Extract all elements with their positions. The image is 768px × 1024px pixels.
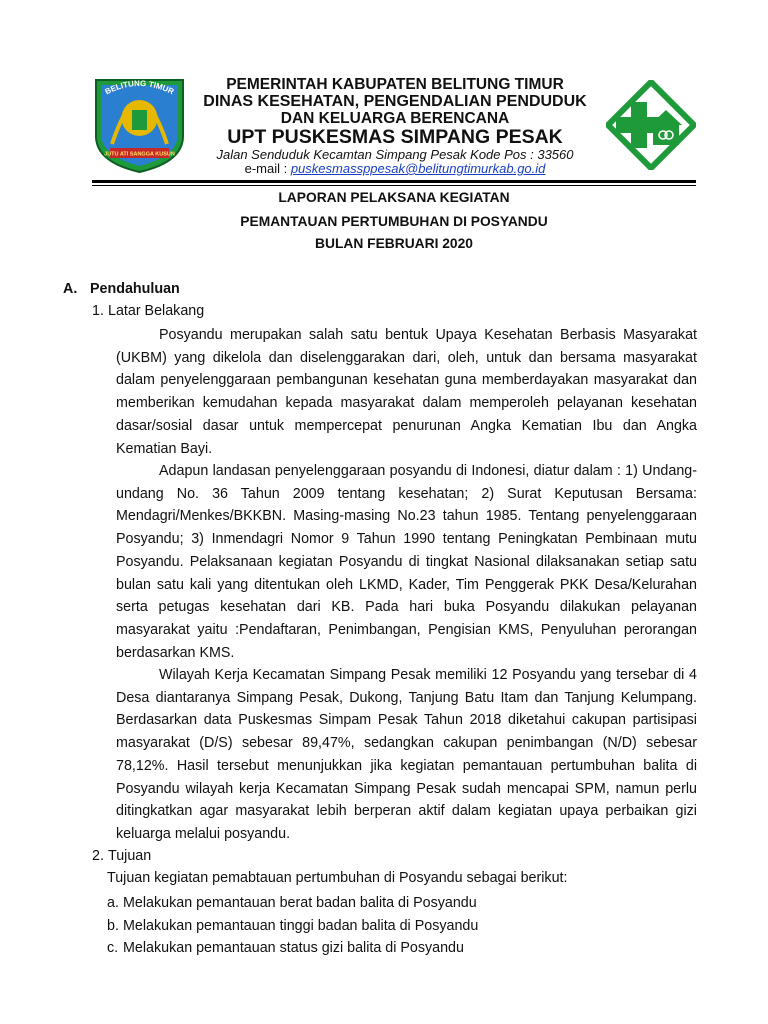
- paragraph-text: Wilayah Kerja Kecamatan Simpang Pesak memiliki 12 Posyandu yang tersebar di 4 Desa diantaranya Simpang Pesak, Dukong, Tanjung Batu Itam dan Tanjung Kelumpang. Berdasarkan data Puskesmas Simpam Pesak Tahun 2018 diketahui cakupan partisipasi masyarakat (D/S) sebesar 89,47%, sedangkan cakupan penimbangan (N/D) sebesar 78,12%. Hasil tersebut menunjukkan jika kegiatan pemantauan pertumbuhan balita di Posyandu wilayah kerja Kecamatan Simpang Pesak sudah mencapai SPM, namun perlu ditingkatkan agar masyarakat lebih berperan aktif dalam kegiatan upaya perbaikan gizi keluarga melalui posyandu.: [116, 667, 697, 842]
- puskesmas-logo: [606, 80, 696, 170]
- office-name-line1: DINAS KESEHATAN, PENGENDALIAN PENDUDUK: [203, 93, 587, 110]
- email-link[interactable]: puskesmassppesak@belitungtimurkab.go.id: [290, 161, 546, 176]
- emblem-motto: JUTU ATI SANGGA KUSUN: [104, 151, 175, 158]
- subsection-title: Latar Belakang: [108, 303, 205, 319]
- clinic-name: UPT PUSKESMAS SIMPANG PESAK: [227, 126, 563, 148]
- list-item-text: Melakukan pemantauan tinggi badan balita di Posyandu: [123, 917, 479, 934]
- address: Jalan Senduduk Kecamtan Simpang Pesak Kode Pos : 33560: [216, 147, 574, 162]
- section-letter: A.: [63, 281, 78, 297]
- subsection-title: Tujuan: [108, 848, 152, 864]
- paragraph: [116, 460, 697, 664]
- objectives-intro: Tujuan kegiatan pemabtauan pertumbuhan di Posyandu sebagai berikut:: [107, 870, 568, 886]
- government-name: PEMERINTAH KABUPATEN BELITUNG TIMUR: [226, 76, 564, 93]
- list-item-text: Melakukan pemantauan berat badan balita di Posyandu: [123, 895, 477, 911]
- section-title: Pendahuluan: [90, 281, 180, 297]
- regency-emblem-logo: [92, 74, 187, 174]
- paragraph-text: Adapun landasan penyelenggaraan posyandu di Indonesi, diatur dalam : 1) Undang-undang No. 36 Tahun 2009 tentang kesehatan; 2) Surat Keputusan Bersama: Mendagri/Menkes/BKKBN. Masing-masing No.23 tahun 1985. Tentang penyelenggaraan Posyandu; 3) Inmendagri Nomor 9 Tahun 1990 tentang Peningkatan Pembinaan mutu Posyandu. Pelaksanaan kegiatan Posyandu di tingkat Nasional dilaksanakan setiap satu bulan satu kali yang ditentukan oleh LKMD, Kader, Tim Penggerak PKK Desa/Kelurahan serta petugas kesehatan dari KB. Pada hari buka Posyandu dilakukan pelayanan masyarakat yaitu :Pendaftaran, Penimbangan, Pengisian KMS, Penyuluhan perorangan berdasarkan KMS.: [116, 463, 697, 661]
- email-line: [190, 161, 600, 176]
- subsection-number: 2.: [92, 848, 104, 864]
- emblem-top-text: BELITUNG TIMUR: [103, 78, 176, 97]
- letterhead-rule-thin: [92, 185, 696, 186]
- list-marker: b.: [107, 917, 119, 934]
- list-item: [107, 937, 478, 960]
- letterhead-rule-thick: [92, 180, 696, 183]
- list-item: [107, 915, 478, 938]
- subsection-number: 1.: [92, 303, 104, 319]
- office-name-line2: DAN KELUARGA BERENCANA: [280, 110, 510, 127]
- paragraph: [116, 324, 697, 460]
- report-title-line3: BULAN FEBRUARI 2020: [315, 236, 473, 251]
- list-marker: c.: [107, 940, 119, 957]
- section-heading: [63, 281, 180, 297]
- objectives-list: [107, 892, 478, 960]
- list-marker: a.: [107, 895, 119, 911]
- report-title-line1: LAPORAN PELAKSANA KEGIATAN: [278, 190, 510, 205]
- paragraph-text: Posyandu merupakan salah satu bentuk Upaya Kesehatan Berbasis Masyarakat (UKBM) yang dikelola dan diselenggarakan dari, oleh, untuk dan bersama masyarakat dalam penyelenggaraan pembangunan kesehatan guna memberdayakan masyarakat dan memberikan kemudahan kepada masyarakat dalam memperoleh pelayanan kesehatan dasar/sosial dasar untuk mempercepat penurunan Angka Kematian Ibu dan Angka Kematian Bayi.: [116, 327, 697, 457]
- subsection-heading-background: [92, 303, 204, 319]
- email-label: e-mail :: [244, 161, 291, 176]
- list-item-text: Melakukan pemantauan status gizi balita di Posyandu: [123, 940, 464, 957]
- list-item: [107, 892, 478, 915]
- report-title-line2: PEMANTAUAN PERTUMBUHAN DI POSYANDU: [240, 214, 548, 229]
- paragraph: [116, 664, 697, 846]
- subsection-heading-objectives: [92, 848, 151, 864]
